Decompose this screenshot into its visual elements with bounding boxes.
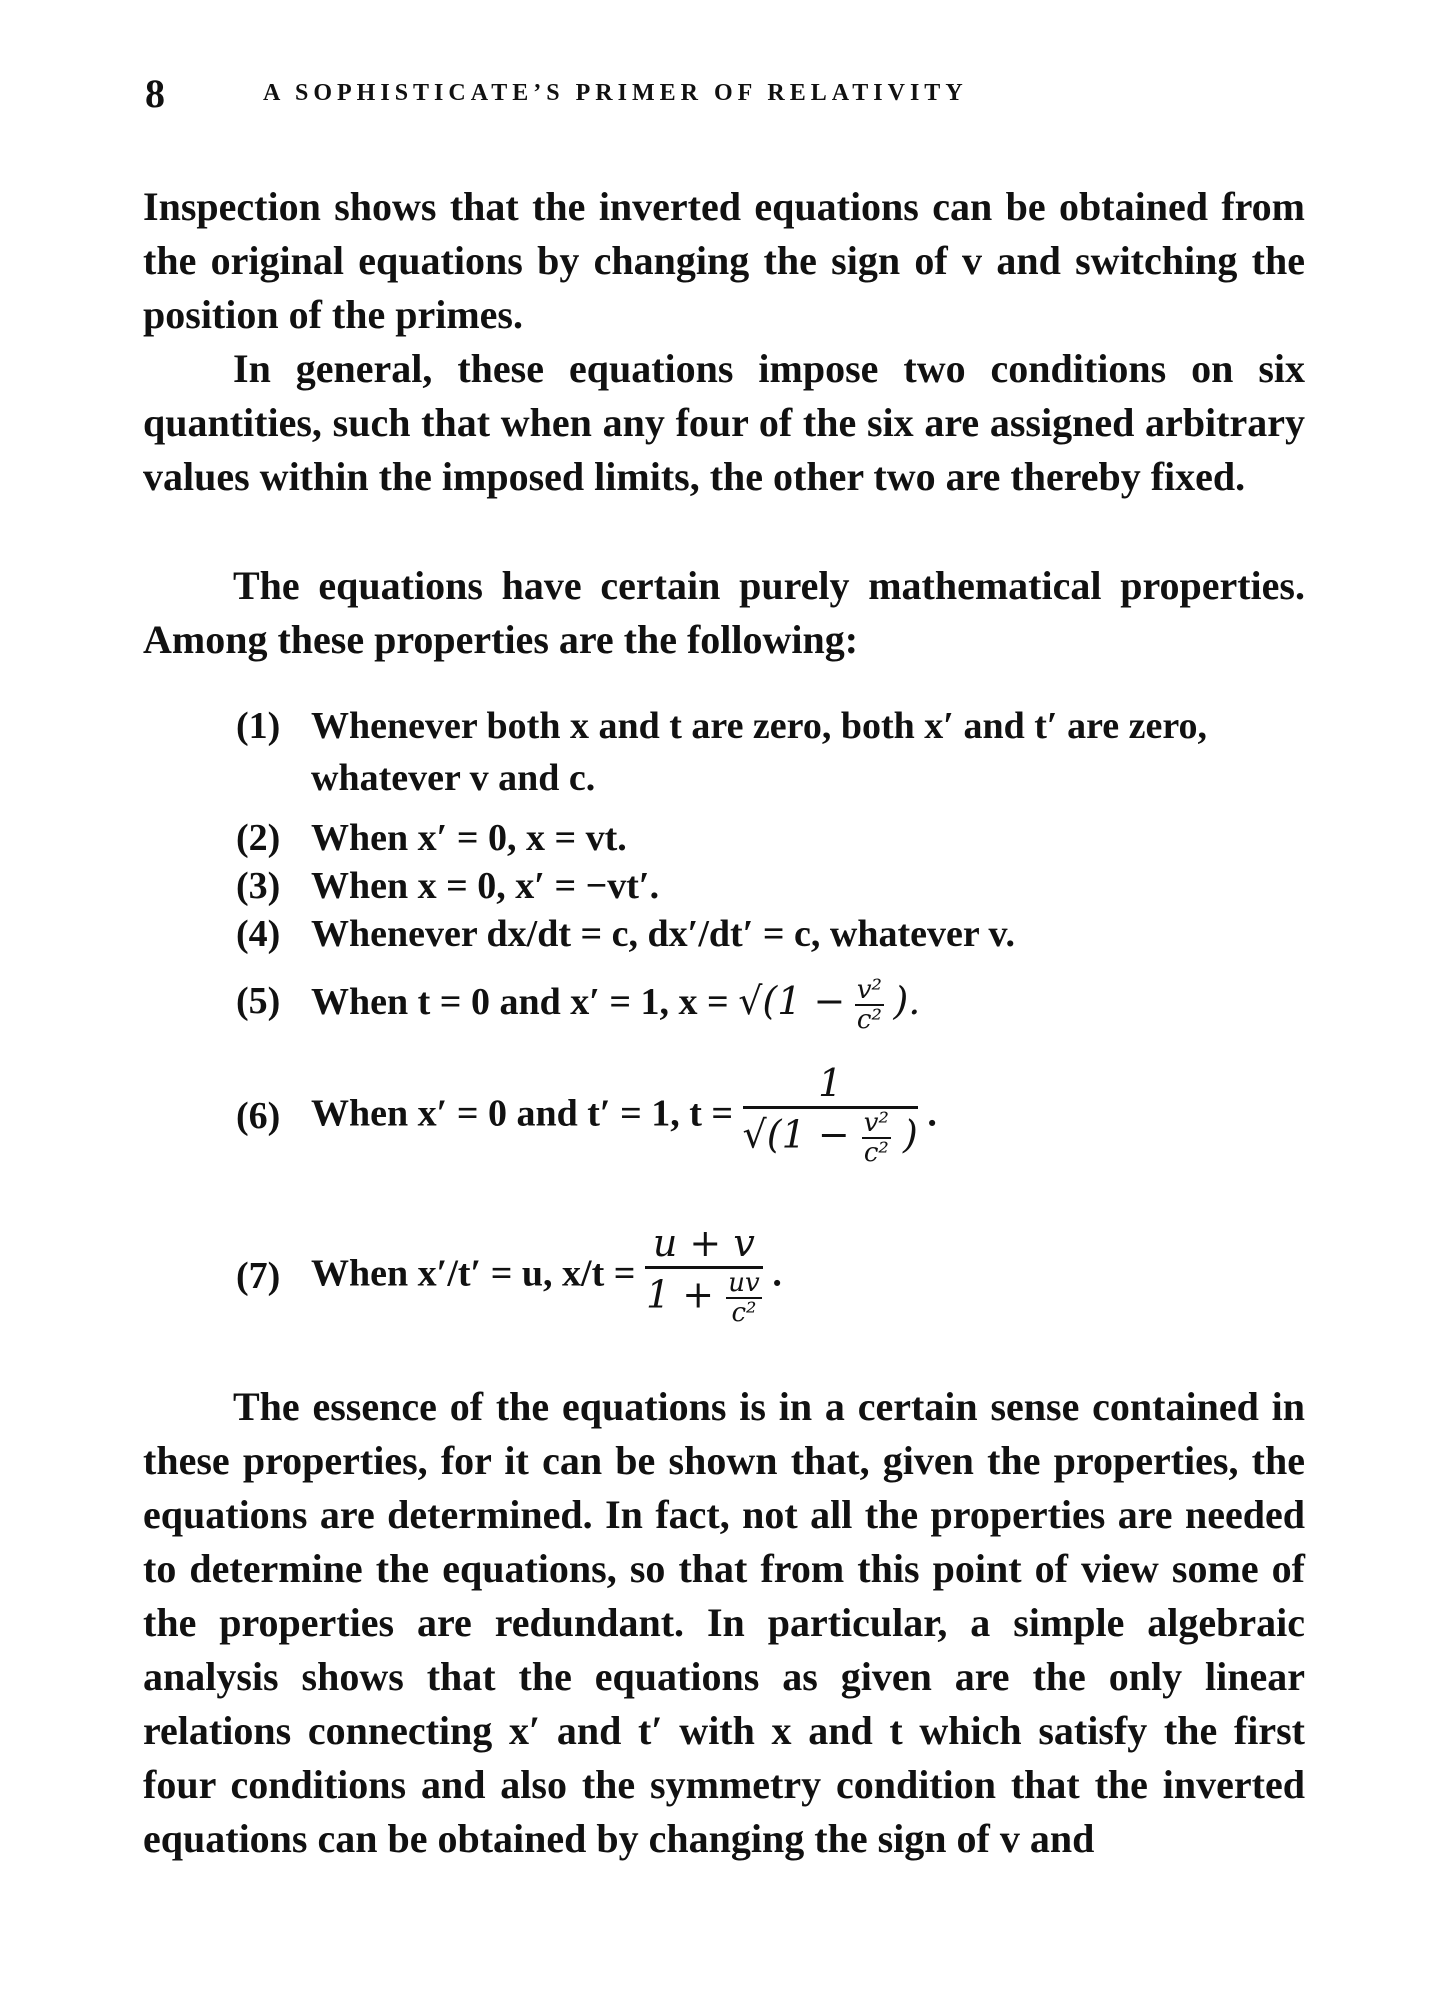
inner-fraction [862, 1109, 891, 1167]
fraction-numerator: u + v [645, 1220, 763, 1269]
equation-suffix: ). [893, 979, 921, 1023]
page-header [145, 70, 1305, 120]
fraction [743, 1060, 918, 1167]
paragraph-3 [143, 559, 1305, 667]
paragraph-text: The equations have certain purely mathematical properties. Among these properties are the following: [143, 563, 1305, 662]
property-text [311, 1060, 1306, 1167]
fraction-denominator [743, 1109, 918, 1167]
property-text [311, 975, 1306, 1034]
property-number: (5) [236, 980, 281, 1022]
equation-prefix: When t = 0 and x′ = 1, x = [311, 981, 729, 1023]
equation-prefix: When x′ = 0 and t′ = 1, t = [311, 1092, 734, 1135]
fraction-numerator: 1 [743, 1060, 918, 1109]
fraction [855, 976, 884, 1034]
fraction-denominator: c² [856, 1005, 882, 1036]
property-number: (3) [236, 865, 281, 907]
equation-suffix: . [772, 1252, 782, 1295]
fraction [645, 1220, 763, 1327]
property-text: Whenever dx/dt = c, dx′/dt′ = c, whatever v. [311, 913, 1015, 955]
paragraph-2 [143, 342, 1305, 504]
running-title: A SOPHISTICATE’S PRIMER OF RELATIVITY [263, 80, 968, 106]
fraction-denominator [645, 1269, 763, 1327]
property-text: Whenever both x and t are zero, both x′ and t′ are zero, whatever v and c. [311, 705, 1208, 799]
paragraph-4 [143, 1380, 1305, 1866]
property-text: When x′ = 0, x = vt. [311, 817, 627, 859]
paragraph-text: In general, these equations impose two conditions on six quantities, such that when any four of the six are assigned arbitrary values within the imposed limits, the other two are thereby fixed. [143, 346, 1305, 499]
equation-prefix: When x′/t′ = u, x/t = [311, 1252, 636, 1295]
paragraph-1 [143, 180, 1305, 342]
inner-fraction [726, 1269, 761, 1327]
sqrt-open: √(1 − [738, 979, 846, 1023]
property-number: (1) [236, 705, 281, 747]
trailing-period: . [927, 1092, 937, 1135]
denominator-lead: 1 + [646, 1272, 715, 1317]
paragraph-text: The essence of the equations is in a certain sense contained in these properties, for it can be shown that, given the properties, the equations are determined. In fact, not all the properties are needed to determine the equations, so that from this point of view some of the properties are redundant. In particular, a simple algebraic analysis shows that the equations as given are the only linear relations connecting x′ and t′ with x and t which satisfy the first four conditions and also the symmetry condition that the inverted equations can be obtained by changing the sign of v and [143, 1384, 1305, 1861]
property-number: (7) [236, 1255, 281, 1297]
inner-fraction-numerator: v² [863, 1108, 889, 1138]
page-number: 8 [145, 71, 165, 116]
property-text [311, 1220, 1306, 1327]
paragraph-text: Inspection shows that the inverted equations can be obtained from the original equations by changing the sign of v and switching the position of the primes. [143, 184, 1305, 337]
sqrt-open: √(1 − [742, 1112, 850, 1157]
inner-fraction-denominator: c² [731, 1298, 757, 1328]
property-text: When x = 0, x′ = −vt′. [311, 865, 660, 907]
property-number: (6) [236, 1095, 281, 1137]
inner-fraction-denominator: c² [863, 1138, 889, 1168]
fraction-numerator: v² [856, 975, 882, 1006]
property-number: (2) [236, 817, 281, 859]
property-number: (4) [236, 913, 281, 955]
sqrt-close: ) [903, 1112, 918, 1157]
inner-fraction-numerator: uv [728, 1268, 760, 1298]
